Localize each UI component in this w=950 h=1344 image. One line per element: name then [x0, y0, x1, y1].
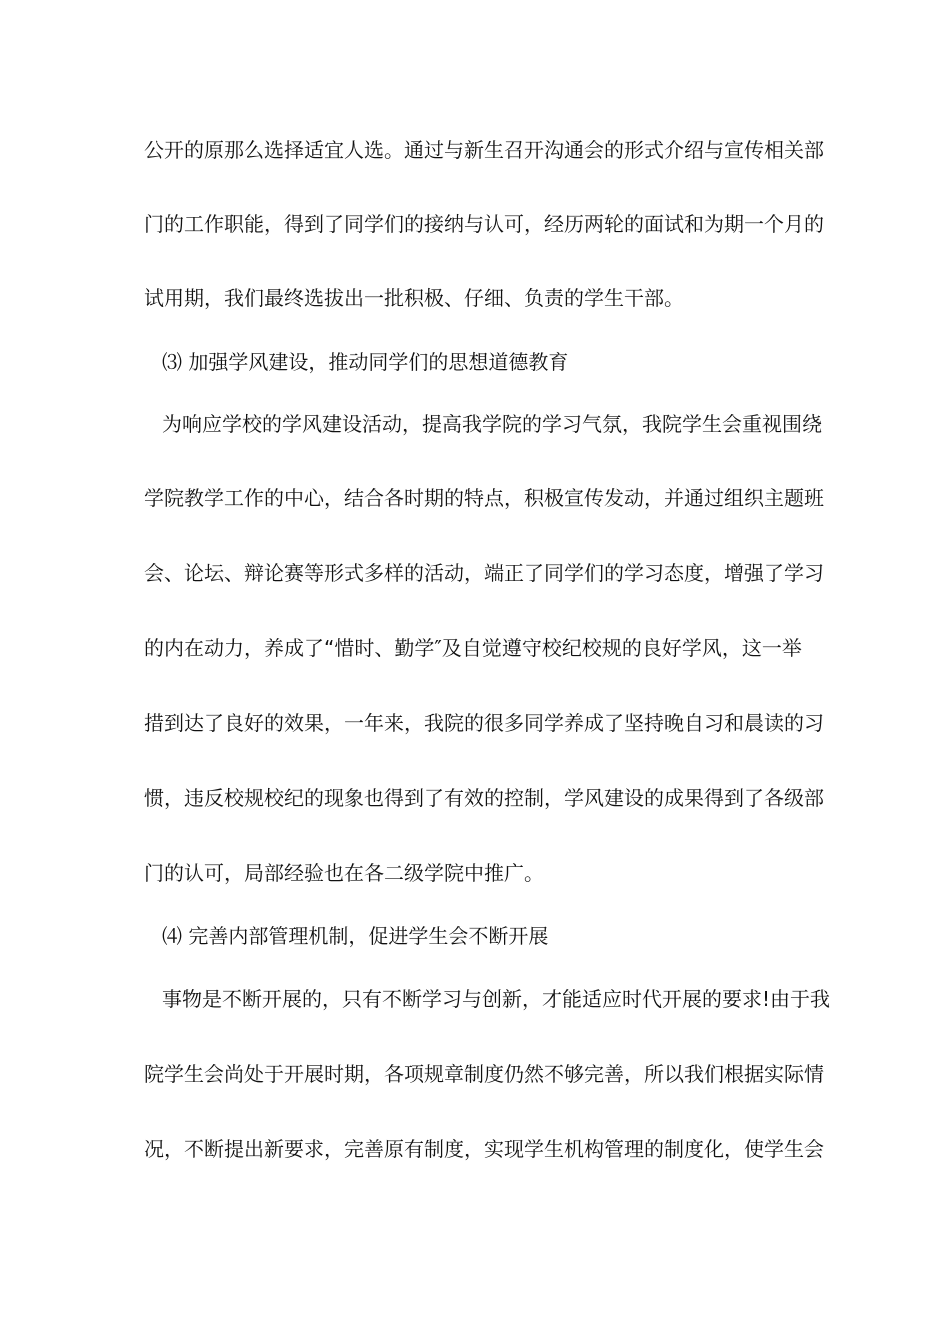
- paragraph-line: 院学生会尚处于开展时期，各项规章制度仍然不够完善，所以我们根据实际情: [144, 1062, 824, 1086]
- paragraph-line: 公开的原那么选择适宜人选。通过与新生召开沟通会的形式介绍与宣传相关部: [144, 138, 824, 162]
- paragraph-line: 会、论坛、辩论赛等形式多样的活动，端正了同学们的学习态度，增强了学习: [144, 561, 824, 585]
- paragraph-line: 的内在动力，养成了“惜时、勤学″及自觉遵守校纪校规的良好学风，这一举: [144, 636, 802, 660]
- paragraph-line: 事物是不断开展的，只有不断学习与创新，才能适应时代开展的要求!由于我: [162, 987, 831, 1011]
- paragraph-line: 措到达了良好的效果，一年来，我院的很多同学养成了坚持晚自习和晨读的习: [144, 711, 824, 735]
- paragraph-line: 门的认可，局部经验也在各二级学院中推广。: [144, 861, 544, 885]
- paragraph-line: 门的工作职能，得到了同学们的接纳与认可，经历两轮的面试和为期一个月的: [144, 212, 824, 236]
- section-heading: ⑶ 加强学风建设，推动同学们的思想道德教育: [162, 350, 569, 374]
- paragraph-line: 惯，违反校规校纪的现象也得到了有效的控制，学风建设的成果得到了各级部: [144, 786, 824, 810]
- paragraph-line: 为响应学校的学风建设活动，提高我学院的学习气氛，我院学生会重视围绕: [162, 412, 822, 436]
- paragraph-line: 况，不断提出新要求，完善原有制度，实现学生机构管理的制度化，使学生会: [144, 1137, 824, 1161]
- section-heading: ⑷ 完善内部管理机制，促进学生会不断开展: [162, 924, 549, 948]
- paragraph-line: 学院教学工作的中心，结合各时期的特点，积极宣传发动，并通过组织主题班: [144, 486, 824, 510]
- paragraph-line: 试用期，我们最终选拔出一批积极、仔细、负责的学生干部。: [144, 286, 684, 310]
